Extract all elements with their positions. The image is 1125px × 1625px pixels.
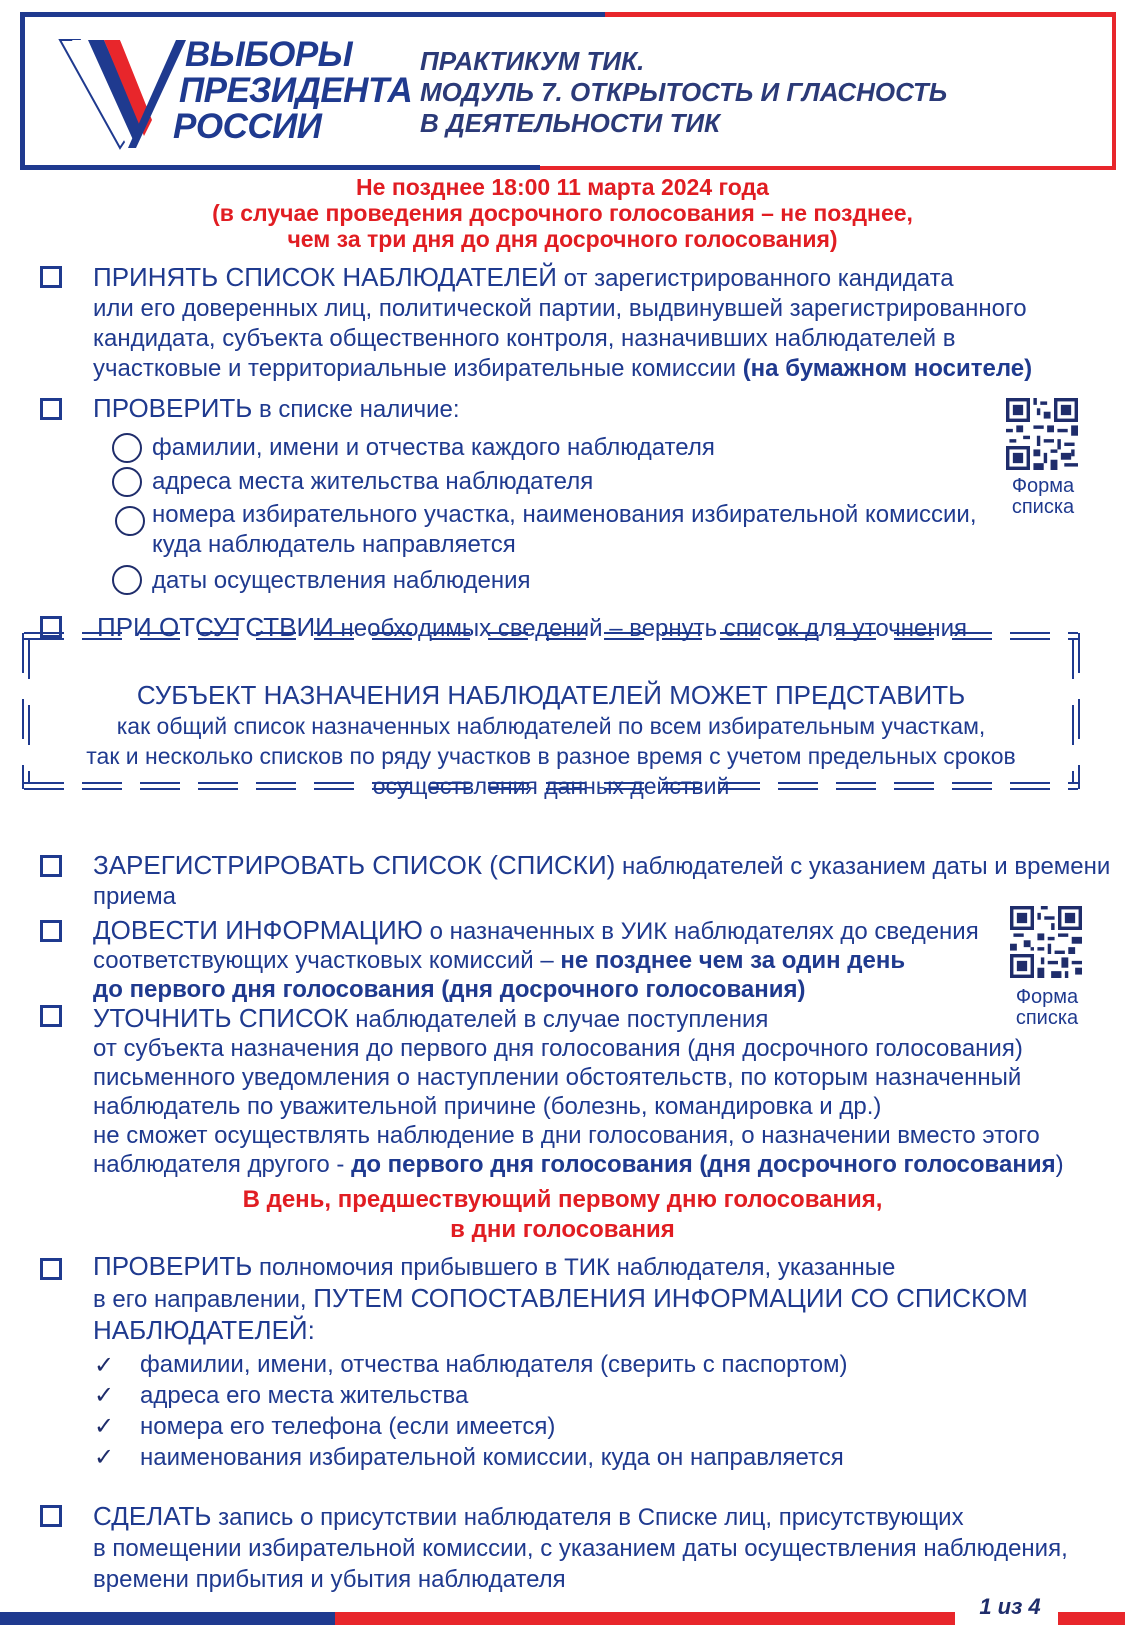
radio-option-dates[interactable]	[112, 565, 142, 595]
item-update-list: УТОЧНИТЬ СПИСОК наблюдателей в случае поступления от субъекта назначения до первого дня голосования (дня досрочного голосования) письменного уведомления о наступлении обстоятельств, по которым назначенный наблюдатель по уважительной причине (болезнь, командировка и др.) не сможет осуществлять наблюдение в дни голосования, о назначении вместо этого наблюдателя другого - до первого дня голосования (дня досрочного голосования)	[93, 1003, 1064, 1178]
qr-label-1: Форма списка	[1011, 475, 1075, 518]
option-dates: даты осуществления наблюдения	[152, 567, 531, 594]
check-item-phone: номера его телефона (если имеется)	[140, 1413, 556, 1440]
header-frame	[20, 12, 1116, 170]
radio-option-address[interactable]	[112, 467, 142, 497]
checkbox-register-list[interactable]	[40, 855, 62, 877]
radio-option-name[interactable]	[112, 433, 142, 463]
option-name: фамилии, имени и отчества каждого наблюдателя	[152, 434, 715, 461]
item-record-presence: СДЕЛАТЬ запись о присутствии наблюдателя в Списке лиц, присутствующих в помещении избирательной комиссии, с указанием даты осуществления наблюдения, времени прибытия и убытия наблюдателя	[93, 1501, 1068, 1593]
checkbox-update-list[interactable]	[40, 1005, 62, 1027]
notice-line-3: осуществления данных действий	[372, 773, 730, 799]
item-missing-info: ПРИ ОТСУТСТВИИ необходимых сведений – вернуть список для уточнения	[97, 612, 967, 642]
footer-bar-red	[335, 1612, 955, 1625]
check-item-commission: наименования избирательной комиссии, куда он направляется	[140, 1444, 844, 1471]
notice-title: СУБЪЕКТ НАЗНАЧЕНИЯ НАБЛЮДАТЕЛЕЙ МОЖЕТ ПРЕДСТАВИТЬ	[136, 680, 966, 710]
page-number: 1 из 4	[979, 1594, 1041, 1619]
checkbox-accept-list[interactable]	[40, 266, 62, 288]
checkbox-verify-observer[interactable]	[40, 1258, 62, 1280]
option-precinct: номера избирательного участка, наименования избирательной комиссии, куда наблюдатель направляется	[152, 501, 977, 558]
checkmark-icon: ✓	[94, 1352, 115, 1379]
checkbox-record-presence[interactable]	[40, 1505, 62, 1527]
checkbox-inform-uik[interactable]	[40, 920, 62, 942]
item-verify-observer: ПРОВЕРИТЬ полномочия прибывшего в ТИК наблюдателя, указанные в его направлении, ПУТЕМ СОПОСТАВЛЕНИЯ ИНФОРМАЦИИ СО СПИСКОМ НАБЛЮДАТЕЛЕЙ:	[93, 1251, 1028, 1345]
qr-code-icon[interactable]	[1006, 398, 1078, 470]
footer-bar-blue	[0, 1612, 335, 1625]
election-logo-checkmark-icon	[58, 36, 188, 151]
deadline-heading-2: В день, предшествующий первому дню голосования, в дни голосования	[242, 1186, 883, 1243]
notice-line-1: как общий список назначенных наблюдателей по всем избирательным участкам,	[116, 713, 986, 739]
check-item-address: адреса его места жительства	[140, 1382, 469, 1409]
radio-option-precinct[interactable]	[115, 506, 145, 536]
item-inform-uik: ДОВЕСТИ ИНФОРМАЦИЮ о назначенных в УИК наблюдателях до сведения соответствующих участковых комиссий – не позднее чем за один день до первого дня голосования (дня досрочного голосования)	[93, 915, 979, 1003]
item-check-list: ПРОВЕРИТЬ в списке наличие:	[93, 393, 460, 423]
option-address: адреса места жительства наблюдателя	[152, 468, 594, 495]
check-item-name: фамилии, имени, отчества наблюдателя (сверить с паспортом)	[140, 1351, 848, 1378]
checkbox-check-list[interactable]	[40, 398, 62, 420]
item-register-list: ЗАРЕГИСТРИРОВАТЬ СПИСОК (СПИСКИ) наблюдателей с указанием даты и времени приема	[93, 850, 1111, 910]
module-title: ПРАКТИКУМ ТИК. МОДУЛЬ 7. ОТКРЫТОСТЬ И ГЛАСНОСТЬ В ДЕЯТЕЛЬНОСТИ ТИК	[420, 46, 948, 138]
checkmark-icon: ✓	[94, 1444, 115, 1471]
footer-bar-red-right	[1058, 1612, 1125, 1625]
deadline-heading-1: Не позднее 18:00 11 марта 2024 года (в случае проведения досрочного голосования – не позднее, чем за три дня до дня досрочного голосования)	[212, 174, 913, 252]
logo-text: ВЫБОРЫ ПРЕЗИДЕНТА РОССИИ	[173, 35, 413, 146]
checkmark-icon: ✓	[94, 1413, 115, 1440]
checkmark-icon: ✓	[94, 1382, 115, 1409]
notice-line-2: так и несколько списков по ряду участков в разное время с учетом предельных сроков	[86, 743, 1016, 769]
qr-code-icon[interactable]	[1010, 906, 1082, 978]
item-accept-list: ПРИНЯТЬ СПИСОК НАБЛЮДАТЕЛЕЙ от зарегистрированного кандидата или его доверенных лиц, политической партии, выдвинувшей зарегистрированного кандидата, субъекта общественного контроля, назначивших наблюдателей в участковые и территориальные избирательные комиссии (на бумажном носителе)	[93, 262, 1033, 382]
qr-label-2: Форма списка	[1015, 986, 1079, 1029]
